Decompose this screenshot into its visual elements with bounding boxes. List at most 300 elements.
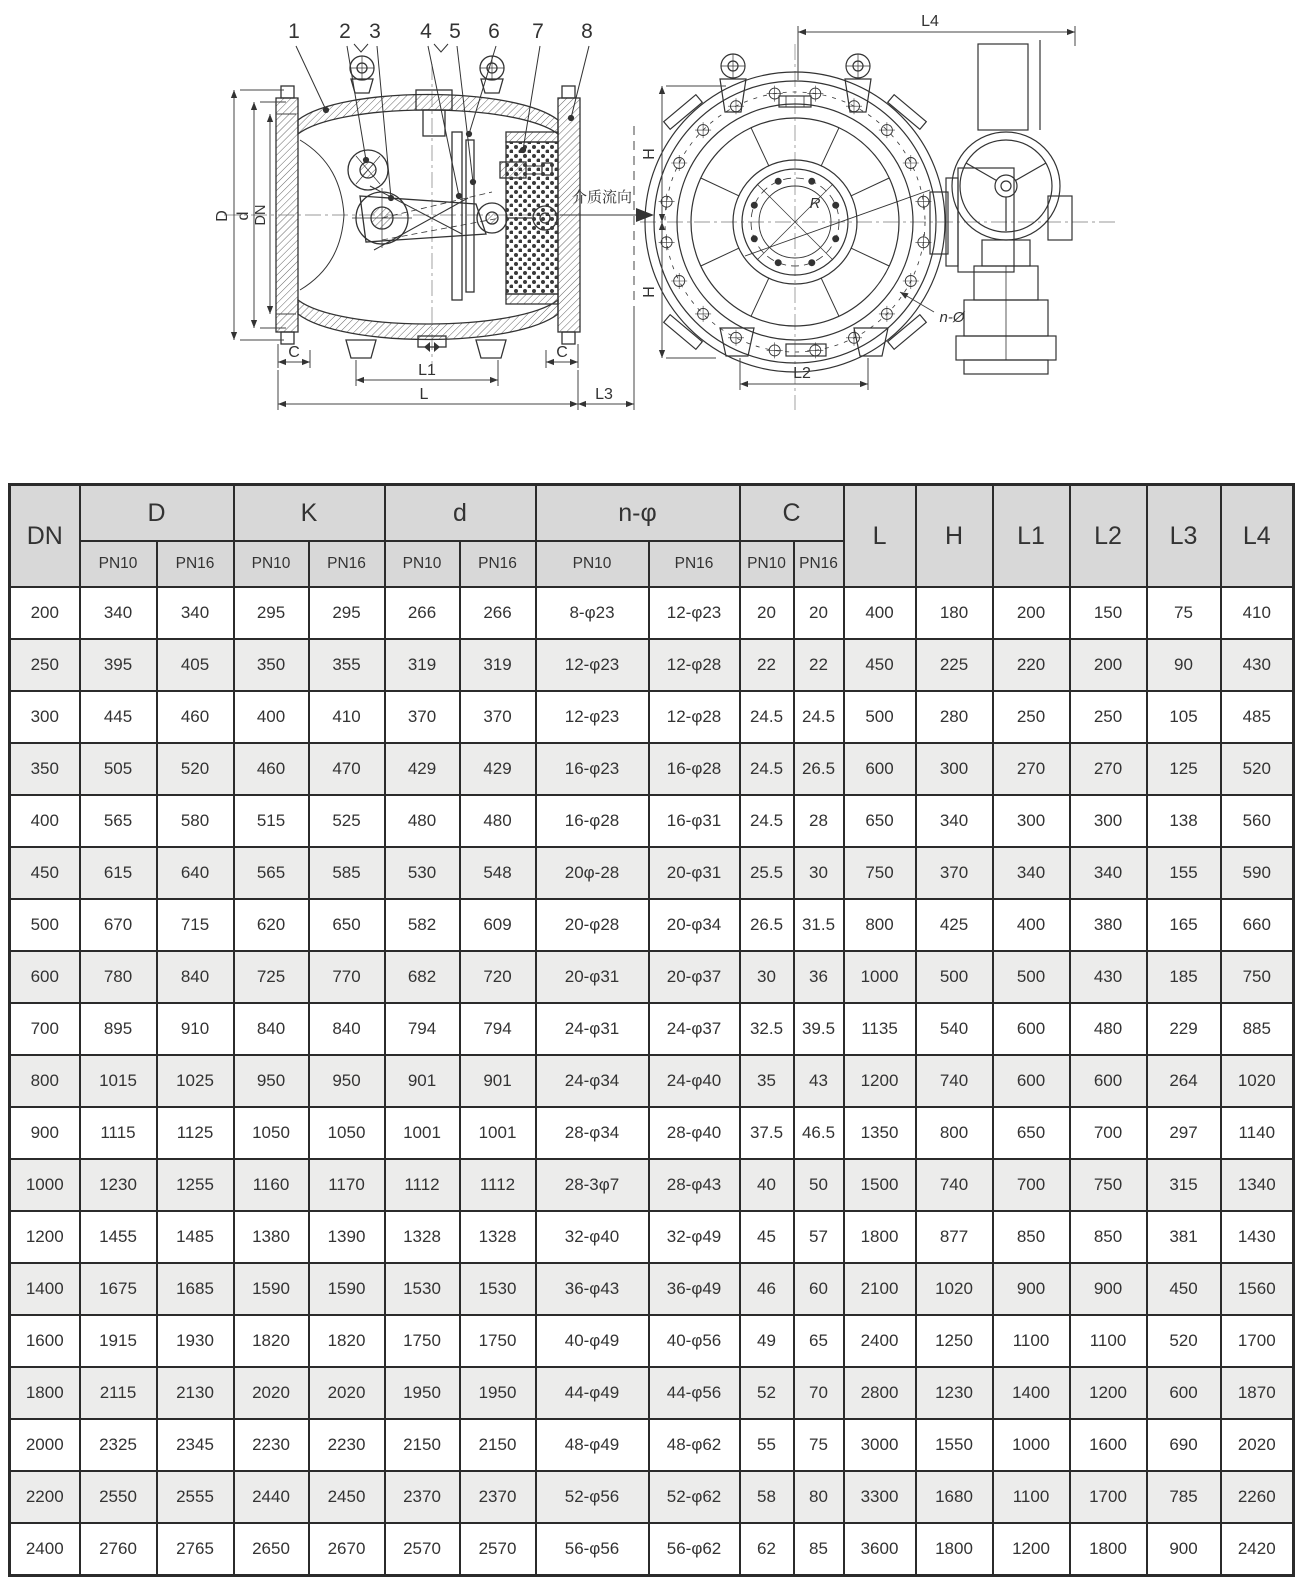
value-cell: 565 (80, 795, 157, 847)
value-cell: 340 (1070, 847, 1147, 899)
dn-cell: 900 (10, 1107, 80, 1159)
value-cell: 1050 (309, 1107, 385, 1159)
body-foot-right (476, 340, 506, 358)
value-cell: 39.5 (794, 1003, 844, 1055)
value-cell: 1680 (916, 1471, 993, 1523)
value-cell: 901 (385, 1055, 460, 1107)
value-cell: 895 (80, 1003, 157, 1055)
value-cell: 1250 (916, 1315, 993, 1367)
header-L3: L3 (1147, 485, 1221, 588)
value-cell: 429 (460, 743, 536, 795)
part-label-7: 7 (532, 20, 544, 43)
header-L2: L2 (1070, 485, 1147, 588)
value-cell: 582 (385, 899, 460, 951)
value-cell: 57 (794, 1211, 844, 1263)
value-cell: 885 (1221, 1003, 1294, 1055)
table-row (10, 691, 1294, 743)
value-cell: 650 (309, 899, 385, 951)
value-cell: 1015 (80, 1055, 157, 1107)
table-row (10, 1263, 1294, 1315)
value-cell: 1328 (385, 1211, 460, 1263)
table-row (10, 1107, 1294, 1159)
right-view-end (640, 40, 1118, 410)
value-cell: 650 (993, 1107, 1070, 1159)
value-cell: 1590 (309, 1263, 385, 1315)
value-cell: 505 (80, 743, 157, 795)
value-cell: 1200 (993, 1523, 1070, 1576)
table-row (10, 795, 1294, 847)
value-cell: 585 (309, 847, 385, 899)
value-cell: 1700 (1221, 1315, 1294, 1367)
dim-label-R: R (809, 195, 821, 212)
value-cell: 600 (844, 743, 916, 795)
value-cell: 660 (1221, 899, 1294, 951)
dn-cell: 2400 (10, 1523, 80, 1576)
part-label-4: 4 (420, 20, 432, 43)
value-cell: 1160 (234, 1159, 309, 1211)
right-view-dimensions (662, 26, 1075, 390)
dim-label-H-top: H (641, 148, 658, 160)
value-cell: 450 (844, 639, 916, 691)
flow-direction-label: 介质流向 (572, 189, 633, 206)
value-cell: 381 (1147, 1211, 1221, 1263)
dim-label-DN: DN (253, 204, 269, 226)
value-cell: 370 (460, 691, 536, 743)
value-cell: 185 (1147, 951, 1221, 1003)
header-group-K: K (234, 485, 385, 542)
part-number-labels (288, 20, 593, 43)
value-cell: 1255 (157, 1159, 234, 1211)
value-cell: 40-φ49 (536, 1315, 649, 1367)
value-cell: 200 (993, 587, 1070, 639)
value-cell: 1200 (844, 1055, 916, 1107)
value-cell: 480 (385, 795, 460, 847)
value-cell: 20-φ31 (536, 951, 649, 1003)
value-cell: 24-φ37 (649, 1003, 740, 1055)
dim-label-L3: L3 (595, 386, 613, 403)
table-row (10, 899, 1294, 951)
header-D-pn10: PN10 (80, 541, 157, 587)
value-cell: 300 (993, 795, 1070, 847)
value-cell: 28-φ34 (536, 1107, 649, 1159)
value-cell: 2115 (80, 1367, 157, 1419)
part-label-5: 5 (449, 20, 461, 43)
header-C-pn10: PN10 (740, 541, 794, 587)
value-cell: 800 (916, 1107, 993, 1159)
value-cell: 3600 (844, 1523, 916, 1576)
value-cell: 30 (740, 951, 794, 1003)
value-cell: 2150 (460, 1419, 536, 1471)
table-row (10, 1367, 1294, 1419)
value-cell: 46.5 (794, 1107, 844, 1159)
value-cell: 1001 (385, 1107, 460, 1159)
value-cell: 32-φ40 (536, 1211, 649, 1263)
value-cell: 12-φ23 (649, 587, 740, 639)
value-cell: 700 (993, 1159, 1070, 1211)
value-cell: 138 (1147, 795, 1221, 847)
value-cell: 40-φ56 (649, 1315, 740, 1367)
value-cell: 609 (460, 899, 536, 951)
value-cell: 720 (460, 951, 536, 1003)
value-cell: 530 (385, 847, 460, 899)
value-cell: 1560 (1221, 1263, 1294, 1315)
value-cell: 45 (740, 1211, 794, 1263)
value-cell: 37.5 (740, 1107, 794, 1159)
value-cell: 1135 (844, 1003, 916, 1055)
value-cell: 24-φ40 (649, 1055, 740, 1107)
value-cell: 1455 (80, 1211, 157, 1263)
value-cell: 36-φ49 (649, 1263, 740, 1315)
header-L: L (844, 485, 916, 588)
value-cell: 740 (916, 1159, 993, 1211)
header-group-D: D (80, 485, 234, 542)
value-cell: 1100 (993, 1315, 1070, 1367)
value-cell: 24-φ31 (536, 1003, 649, 1055)
value-cell: 780 (80, 951, 157, 1003)
value-cell: 90 (1147, 639, 1221, 691)
value-cell: 470 (309, 743, 385, 795)
dim-label-d: d (235, 211, 252, 221)
value-cell: 460 (234, 743, 309, 795)
value-cell: 1550 (916, 1419, 993, 1471)
guide-plate-2 (466, 140, 474, 292)
value-cell: 1001 (460, 1107, 536, 1159)
value-cell: 3000 (844, 1419, 916, 1471)
value-cell: 250 (1070, 691, 1147, 743)
value-cell: 700 (1070, 1107, 1147, 1159)
value-cell: 540 (916, 1003, 993, 1055)
value-cell: 850 (1070, 1211, 1147, 1263)
value-cell: 266 (385, 587, 460, 639)
value-cell: 52-φ56 (536, 1471, 649, 1523)
value-cell: 565 (234, 847, 309, 899)
value-cell: 1200 (1070, 1367, 1147, 1419)
value-cell: 180 (916, 587, 993, 639)
value-cell: 58 (740, 1471, 794, 1523)
value-cell: 44-φ49 (536, 1367, 649, 1419)
value-cell: 280 (916, 691, 993, 743)
value-cell: 22 (740, 639, 794, 691)
dn-cell: 700 (10, 1003, 80, 1055)
value-cell: 52-φ62 (649, 1471, 740, 1523)
value-cell: 1930 (157, 1315, 234, 1367)
value-cell: 125 (1147, 743, 1221, 795)
dim-label-H-bottom: H (641, 286, 658, 298)
header-n-phi-pn10: PN10 (536, 541, 649, 587)
table-row (10, 847, 1294, 899)
value-cell: 1050 (234, 1107, 309, 1159)
value-cell: 840 (234, 1003, 309, 1055)
value-cell: 370 (385, 691, 460, 743)
value-cell: 12-φ23 (536, 639, 649, 691)
value-cell: 429 (385, 743, 460, 795)
value-cell: 410 (1221, 587, 1294, 639)
value-cell: 1915 (80, 1315, 157, 1367)
value-cell: 430 (1070, 951, 1147, 1003)
value-cell: 520 (1147, 1315, 1221, 1367)
dn-cell: 1600 (10, 1315, 80, 1367)
table-row (10, 1419, 1294, 1471)
value-cell: 2345 (157, 1419, 234, 1471)
value-cell: 20 (740, 587, 794, 639)
value-cell: 62 (740, 1523, 794, 1576)
value-cell: 950 (234, 1055, 309, 1107)
table-body (10, 587, 1294, 1576)
value-cell: 1340 (1221, 1159, 1294, 1211)
value-cell: 1950 (460, 1367, 536, 1419)
value-cell: 400 (993, 899, 1070, 951)
value-cell: 370 (916, 847, 993, 899)
value-cell: 480 (1070, 1003, 1147, 1055)
value-cell: 1800 (1070, 1523, 1147, 1576)
value-cell: 22 (794, 639, 844, 691)
end-bottom-pad (786, 344, 826, 356)
value-cell: 300 (1070, 795, 1147, 847)
value-cell: 300 (916, 743, 993, 795)
value-cell: 46 (740, 1263, 794, 1315)
value-cell: 615 (80, 847, 157, 899)
value-cell: 750 (844, 847, 916, 899)
value-cell: 1400 (993, 1367, 1070, 1419)
value-cell: 1820 (234, 1315, 309, 1367)
value-cell: 520 (1221, 743, 1294, 795)
header-K-pn16: PN16 (309, 541, 385, 587)
value-cell: 2370 (385, 1471, 460, 1523)
value-cell: 1700 (1070, 1471, 1147, 1523)
value-cell: 295 (309, 587, 385, 639)
value-cell: 24.5 (794, 691, 844, 743)
value-cell: 400 (234, 691, 309, 743)
value-cell: 715 (157, 899, 234, 951)
value-cell: 1100 (993, 1471, 1070, 1523)
value-cell: 2765 (157, 1523, 234, 1576)
dn-cell: 2200 (10, 1471, 80, 1523)
value-cell: 410 (309, 691, 385, 743)
value-cell: 319 (385, 639, 460, 691)
dn-cell: 200 (10, 587, 80, 639)
value-cell: 48-φ49 (536, 1419, 649, 1471)
value-cell: 2570 (460, 1523, 536, 1576)
value-cell: 1020 (1221, 1055, 1294, 1107)
value-cell: 297 (1147, 1107, 1221, 1159)
value-cell: 12-φ28 (649, 639, 740, 691)
value-cell: 1025 (157, 1055, 234, 1107)
value-cell: 1390 (309, 1211, 385, 1263)
table-row (10, 951, 1294, 1003)
value-cell: 794 (460, 1003, 536, 1055)
value-cell: 2130 (157, 1367, 234, 1419)
value-cell: 8-φ23 (536, 587, 649, 639)
value-cell: 225 (916, 639, 993, 691)
dim-label-C-left: C (288, 344, 300, 361)
value-cell: 24.5 (740, 743, 794, 795)
value-cell: 1230 (80, 1159, 157, 1211)
value-cell: 405 (157, 639, 234, 691)
value-cell: 480 (460, 795, 536, 847)
value-cell: 900 (1070, 1263, 1147, 1315)
value-cell: 1000 (993, 1419, 1070, 1471)
value-cell: 560 (1221, 795, 1294, 847)
value-cell: 2230 (234, 1419, 309, 1471)
value-cell: 12-φ23 (536, 691, 649, 743)
value-cell: 75 (1147, 587, 1221, 639)
value-cell: 48-φ62 (649, 1419, 740, 1471)
value-cell: 32.5 (740, 1003, 794, 1055)
value-cell: 270 (993, 743, 1070, 795)
value-cell: 1115 (80, 1107, 157, 1159)
value-cell: 650 (844, 795, 916, 847)
dn-cell: 600 (10, 951, 80, 1003)
value-cell: 65 (794, 1315, 844, 1367)
value-cell: 20-φ34 (649, 899, 740, 951)
value-cell: 75 (794, 1419, 844, 1471)
value-cell: 20 (794, 587, 844, 639)
dn-cell: 400 (10, 795, 80, 847)
header-L4: L4 (1221, 485, 1294, 588)
dim-label-C-right: C (556, 344, 568, 361)
value-cell: 500 (993, 951, 1070, 1003)
value-cell: 500 (916, 951, 993, 1003)
value-cell: 270 (1070, 743, 1147, 795)
value-cell: 1485 (157, 1211, 234, 1263)
value-cell: 200 (1070, 639, 1147, 691)
value-cell: 395 (80, 639, 157, 691)
value-cell: 515 (234, 795, 309, 847)
valve-body-bottom-shell (298, 300, 558, 340)
value-cell: 85 (794, 1523, 844, 1576)
valve-body-top-shell (298, 95, 558, 135)
value-cell: 1800 (844, 1211, 916, 1263)
table-row (10, 1159, 1294, 1211)
value-cell: 52 (740, 1367, 794, 1419)
value-cell: 525 (309, 795, 385, 847)
value-cell: 1600 (1070, 1419, 1147, 1471)
value-cell: 319 (460, 639, 536, 691)
dn-cell: 1000 (10, 1159, 80, 1211)
value-cell: 548 (460, 847, 536, 899)
value-cell: 1230 (916, 1367, 993, 1419)
value-cell: 36 (794, 951, 844, 1003)
dn-cell: 2000 (10, 1419, 80, 1471)
perforated-screen (506, 132, 558, 304)
value-cell: 24-φ34 (536, 1055, 649, 1107)
value-cell: 50 (794, 1159, 844, 1211)
value-cell: 31.5 (794, 899, 844, 951)
value-cell: 900 (1147, 1523, 1221, 1576)
value-cell: 315 (1147, 1159, 1221, 1211)
value-cell: 640 (157, 847, 234, 899)
value-cell: 600 (993, 1055, 1070, 1107)
value-cell: 520 (157, 743, 234, 795)
value-cell: 460 (157, 691, 234, 743)
value-cell: 2440 (234, 1471, 309, 1523)
value-cell: 2260 (1221, 1471, 1294, 1523)
value-cell: 16-φ28 (536, 795, 649, 847)
value-cell: 3300 (844, 1471, 916, 1523)
value-cell: 20-φ28 (536, 899, 649, 951)
value-cell: 600 (1070, 1055, 1147, 1107)
header-group-n-phi: n-φ (536, 485, 740, 542)
header-d-pn16: PN16 (460, 541, 536, 587)
value-cell: 2650 (234, 1523, 309, 1576)
value-cell: 16-φ31 (649, 795, 740, 847)
value-cell: 56-φ62 (649, 1523, 740, 1576)
eyebolt-right-end (845, 54, 871, 112)
value-cell: 2670 (309, 1523, 385, 1576)
dn-cell: 1800 (10, 1367, 80, 1419)
dim-label-L4: L4 (921, 13, 939, 30)
value-cell: 2325 (80, 1419, 157, 1471)
value-cell: 950 (309, 1055, 385, 1107)
value-cell: 740 (916, 1055, 993, 1107)
value-cell: 1140 (1221, 1107, 1294, 1159)
value-cell: 80 (794, 1471, 844, 1523)
value-cell: 1500 (844, 1159, 916, 1211)
value-cell: 1100 (1070, 1315, 1147, 1367)
value-cell: 2370 (460, 1471, 536, 1523)
value-cell: 2570 (385, 1523, 460, 1576)
value-cell: 20φ-28 (536, 847, 649, 899)
value-cell: 450 (1147, 1263, 1221, 1315)
header-dn: DN (10, 485, 80, 588)
value-cell: 800 (844, 899, 916, 951)
value-cell: 1328 (460, 1211, 536, 1263)
value-cell: 2420 (1221, 1523, 1294, 1576)
value-cell: 1125 (157, 1107, 234, 1159)
value-cell: 60 (794, 1263, 844, 1315)
value-cell: 2760 (80, 1523, 157, 1576)
value-cell: 750 (1070, 1159, 1147, 1211)
value-cell: 690 (1147, 1419, 1221, 1471)
handwheel (952, 132, 1060, 240)
value-cell: 2555 (157, 1471, 234, 1523)
dim-label-L: L (419, 386, 429, 403)
value-cell: 430 (1221, 639, 1294, 691)
value-cell: 1950 (385, 1367, 460, 1419)
value-cell: 16-φ23 (536, 743, 649, 795)
guide-plate-1 (452, 132, 462, 300)
valve-technical-drawing (0, 0, 1300, 474)
value-cell: 785 (1147, 1471, 1221, 1523)
part-label-1: 1 (288, 20, 300, 43)
value-cell: 682 (385, 951, 460, 1003)
table-row (10, 1211, 1294, 1263)
value-cell: 1350 (844, 1107, 916, 1159)
table-row (10, 1003, 1294, 1055)
value-cell: 901 (460, 1055, 536, 1107)
table-header (10, 485, 1294, 588)
value-cell: 1685 (157, 1263, 234, 1315)
value-cell: 355 (309, 639, 385, 691)
value-cell: 2020 (234, 1367, 309, 1419)
value-cell: 295 (234, 587, 309, 639)
dimension-table (8, 483, 1295, 1577)
value-cell: 28-φ40 (649, 1107, 740, 1159)
value-cell: 55 (740, 1419, 794, 1471)
eyebolt-left-end (720, 54, 746, 112)
dim-label-n-phi: n-Ø (939, 309, 965, 326)
value-cell: 600 (1147, 1367, 1221, 1419)
value-cell: 1000 (844, 951, 916, 1003)
value-cell: 2800 (844, 1367, 916, 1419)
header-C-pn16: PN16 (794, 541, 844, 587)
value-cell: 250 (993, 691, 1070, 743)
value-cell: 28 (794, 795, 844, 847)
header-D-pn16: PN16 (157, 541, 234, 587)
value-cell: 1530 (460, 1263, 536, 1315)
value-cell: 24.5 (740, 691, 794, 743)
value-cell: 2020 (309, 1367, 385, 1419)
